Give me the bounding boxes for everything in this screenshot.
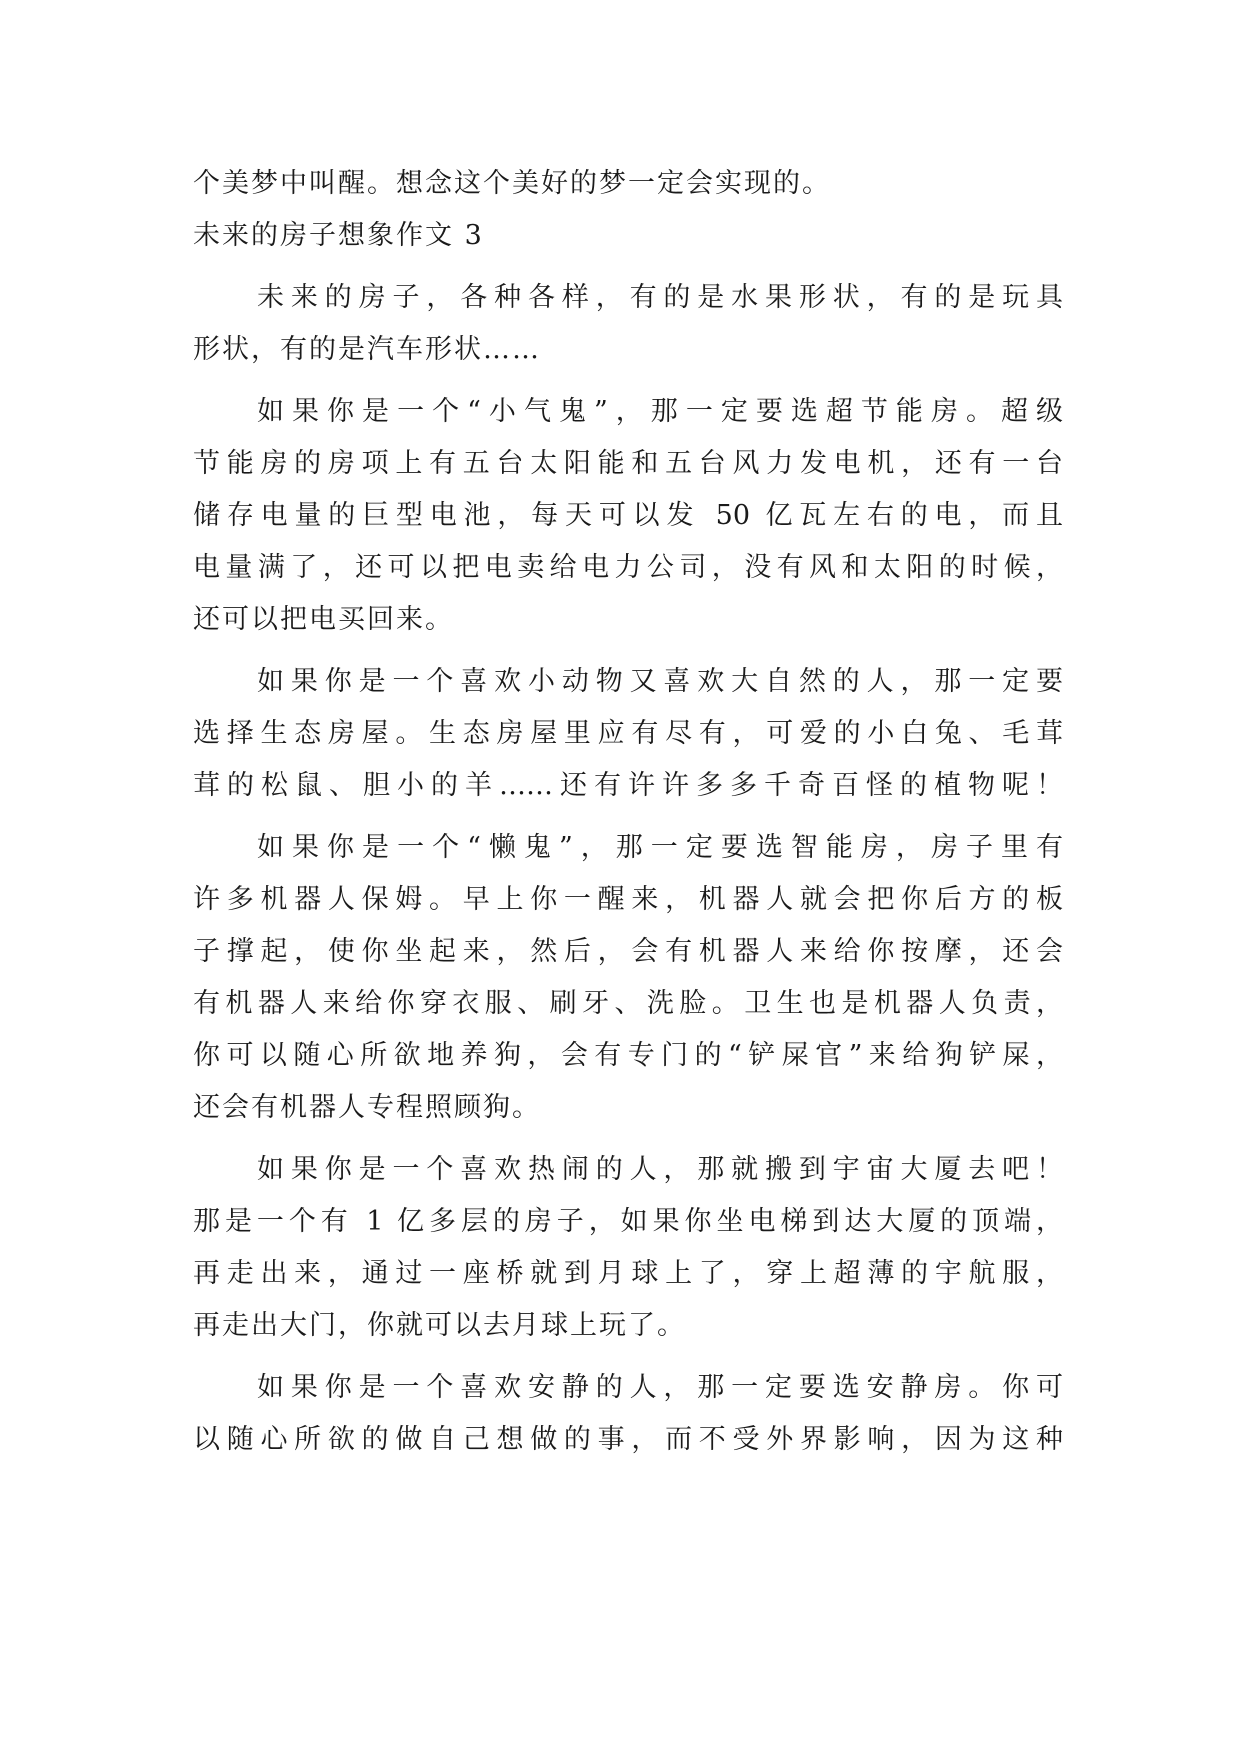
paragraph-line: 以随心所欲的做自己想做的事，而不受外界影响，因为这种: [193, 1424, 1063, 1455]
paragraph-line: 还可以把电买回来。: [193, 604, 454, 635]
paragraph-line: 形状，有的是汽车形状……: [193, 334, 541, 365]
paragraph-line: 储存电量的巨型电池，每天可以发 50 亿瓦左右的电，而且: [193, 500, 1063, 531]
paragraph-line: 如果你是一个“懒鬼”，那一定要选智能房，房子里有: [257, 832, 1063, 863]
paragraph-line: 如果你是一个喜欢安静的人，那一定要选安静房。你可: [257, 1372, 1063, 1403]
paragraph-line: 节能房的房项上有五台太阳能和五台风力发电机，还有一台: [193, 448, 1063, 479]
document-body: [193, 158, 1063, 1466]
paragraph-line: 如果你是一个喜欢小动物又喜欢大自然的人，那一定要: [257, 666, 1063, 697]
paragraph-line: 子撑起，使你坐起来，然后，会有机器人来给你按摩，还会: [193, 936, 1063, 967]
paragraph-line: 未来的房子，各种各样，有的是水果形状，有的是玩具: [257, 282, 1063, 313]
text-line: 个美梦中叫醒。想念这个美好的梦一定会实现的。: [193, 168, 831, 199]
paragraph-line: 还会有机器人专程照顾狗。: [193, 1092, 541, 1123]
paragraph-line: 如果你是一个“小气鬼”，那一定要选超节能房。超级: [257, 396, 1063, 427]
paragraph-line: 选择生态房屋。生态房屋里应有尽有，可爱的小白兔、毛茸: [193, 718, 1063, 749]
paragraph-line: 如果你是一个喜欢热闹的人，那就搬到宇宙大厦去吧！: [257, 1154, 1063, 1185]
paragraph-line: 再走出来，通过一座桥就到月球上了，穿上超薄的宇航服，: [193, 1258, 1063, 1289]
paragraph-line: 你可以随心所欲地养狗，会有专门的“铲屎官”来给狗铲屎，: [193, 1040, 1063, 1071]
paragraph-line: 有机器人来给你穿衣服、刷牙、洗脸。卫生也是机器人负责，: [193, 988, 1063, 1019]
paragraph-line: 那是一个有 1 亿多层的房子，如果你坐电梯到达大厦的顶端，: [193, 1206, 1063, 1237]
paragraph-line: 电量满了，还可以把电卖给电力公司，没有风和太阳的时候，: [193, 552, 1063, 583]
paragraph-line: 茸的松鼠、胆小的羊……还有许许多多千奇百怪的植物呢！: [193, 770, 1063, 801]
essay-title: 未来的房子想象作文 3: [193, 220, 484, 251]
paragraph-line: 许多机器人保姆。早上你一醒来，机器人就会把你后方的板: [193, 884, 1063, 915]
paragraph-line: 再走出大门，你就可以去月球上玩了。: [193, 1310, 686, 1341]
